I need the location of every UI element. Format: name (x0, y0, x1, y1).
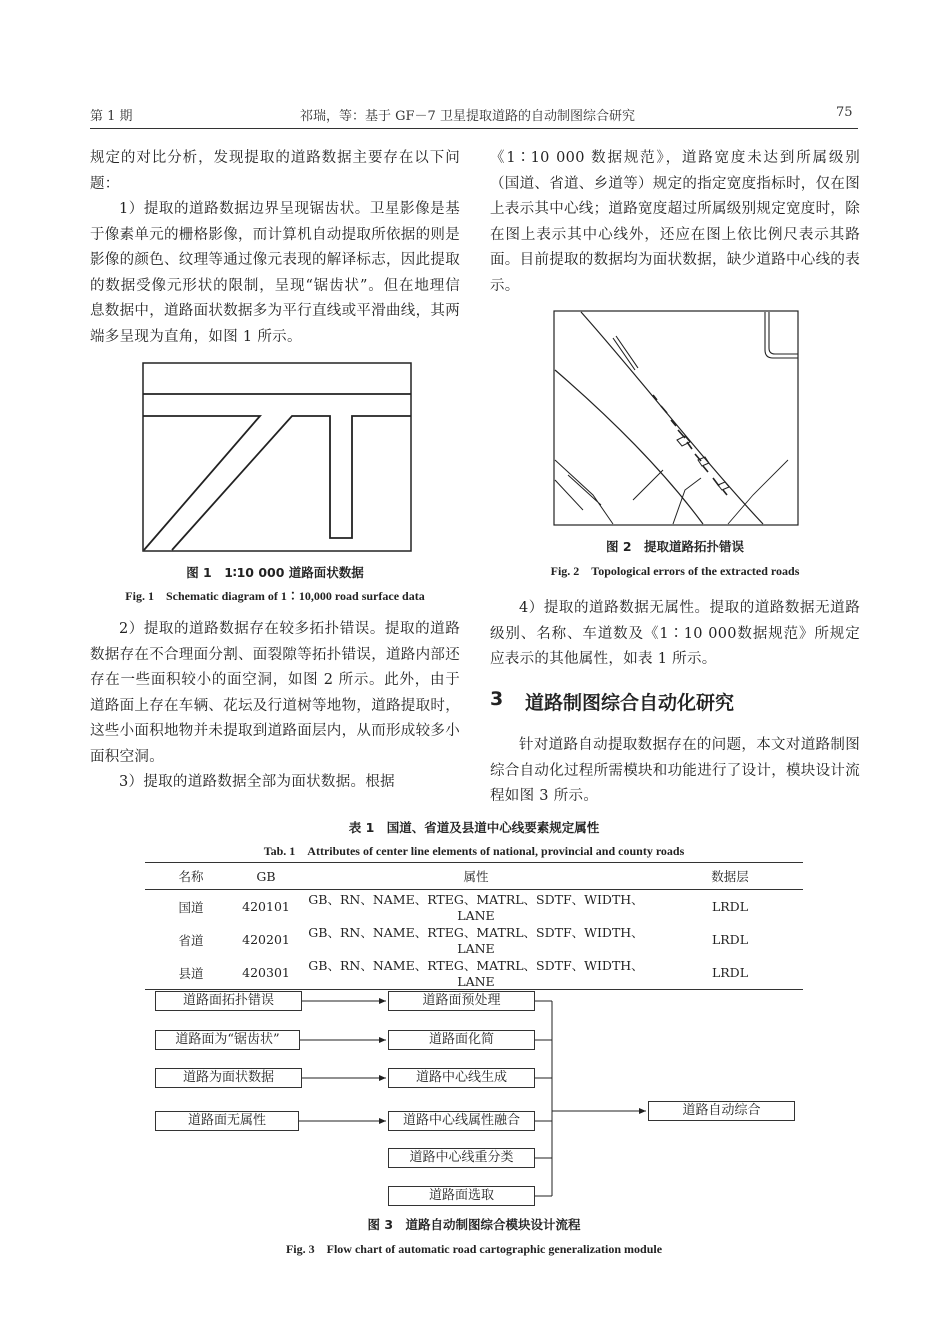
col-header-attributes: 属性 (463, 869, 489, 884)
right-paragraph-1: 《1∶10 000 数据规范》，道路宽度未达到所属级别（国道、省道、乡道等）规定的指定宽度指标时，仅在图上表示其中心线；道路宽度超过所属级别规定宽度时，除在图上表示其中心线外，还应在图上依比例尺表示其路面。目前提取的数据均为面状数据，缺少道路中心线的表示。 (490, 150, 860, 294)
flow-problem-no-attributes: 道路面无属性 (155, 1111, 299, 1131)
right-paragraph-2: 4）提取的道路数据无属性。提取的道路数据无道路级别、名称、车道数及《1∶10 000数据规范》所规定应表示的其他属性，如表 1 所示。 (490, 600, 860, 667)
cell-name: 县道 (178, 965, 204, 981)
left-paragraph-1: 规定的对比分析，发现提取的道路数据主要存在以下问题： (90, 150, 460, 192)
cell-layer: LRDL (711, 965, 749, 980)
flow-output-generalization: 道路自动综合 (648, 1101, 795, 1121)
fig1-caption-zh: 图 1 1∶10 000 道路面状数据 (186, 565, 364, 580)
cell-name: 国道 (178, 899, 204, 915)
col-header-gb: GB (256, 868, 276, 884)
flow-problem-polygon: 道路为面状数据 (155, 1068, 302, 1088)
cell-attributes: GB、RN、NAME、RTEG、MATRL、SDTF、WIDTH、LANE (308, 958, 644, 989)
section-number: 3 (490, 688, 504, 710)
cell-gb: 420201 (242, 932, 290, 947)
right-paragraph-3: 针对道路自动提取数据存在的问题，本文对道路制图综合自动化过程所需模块和功能进行了设计，模块设计流程如图 3 所示。 (490, 737, 860, 804)
cell-gb: 420101 (242, 899, 290, 914)
table1-caption-en: Tab. 1 Attributes of center line elements of national, provincial and county roads (263, 844, 685, 858)
flow-module-centerline: 道路中心线生成 (388, 1068, 535, 1088)
fig2-caption-zh: 图 2 提取道路拓扑错误 (605, 539, 745, 554)
cell-layer: LRDL (711, 932, 749, 947)
table1-caption-zh: 表 1 国道、省道及县道中心线要素规定属性 (348, 820, 600, 835)
left-paragraph-2: 1）提取的道路数据边界呈现锯齿状。卫星影像是基于像素单元的栅格影像，而计算机自动提取所依据的则是影像的颜色、纹理等通过像元表现的解译标志，因此提取的数据受像元形状的限制，呈现“锯齿状”。但在地理信息数据中，道路面状数据多为平行直线或平滑曲线，其两端多呈现为直角，如图 1 所示。 (90, 201, 460, 345)
flow-module-reclassify: 道路中心线重分类 (388, 1148, 535, 1168)
flow-module-attribute-fusion: 道路中心线属性融合 (388, 1111, 535, 1131)
flow-problem-topology: 道路面拓扑错误 (155, 991, 302, 1011)
section-title: 道路制图综合自动化研究 (525, 692, 735, 714)
cell-layer: LRDL (711, 899, 749, 914)
fig1-caption-en: Fig. 1 Schematic diagram of 1∶10,000 road surface data (125, 589, 425, 603)
flow-problem-jagged: 道路面为“锯齿状” (155, 1030, 300, 1050)
header-title: 祁瑞，等：基于 GF－7 卫星提取道路的自动制图综合研究 (300, 109, 635, 124)
cell-name: 省道 (178, 932, 204, 948)
left-paragraph-3: 2）提取的道路数据存在较多拓扑错误。提取的道路数据存在不合理面分割、面裂隙等拓扑错误，道路内部还存在一些面积较小的面空洞，如图 2 所示。此外，由于道路面上存在车辆、花坛及行道树等地物，道路提取时，这些小面积地物并未提取到道路面层内，从而形成较多小面积空洞。 (90, 621, 460, 765)
cell-gb: 420301 (242, 965, 290, 980)
col-header-name: 名称 (178, 869, 204, 884)
header-issue: 第 1 期 (90, 109, 133, 124)
flow-module-selection: 道路面选取 (388, 1186, 535, 1206)
fig2-caption-en: Fig. 2 Topological errors of the extracted roads (550, 564, 800, 578)
header-page-number: 75 (836, 105, 853, 120)
cell-attributes: GB、RN、NAME、RTEG、MATRL、SDTF、WIDTH、LANE (308, 892, 644, 923)
left-paragraph-4: 3）提取的道路数据全部为面状数据。根据 (119, 774, 395, 790)
flow-module-preprocess: 道路面预处理 (388, 991, 535, 1011)
fig3-caption-zh: 图 3 道路自动制图综合模块设计流程 (367, 1217, 581, 1232)
cell-attributes: GB、RN、NAME、RTEG、MATRL、SDTF、WIDTH、LANE (308, 925, 644, 956)
col-header-layer: 数据层 (711, 869, 749, 884)
flow-module-simplify: 道路面化简 (388, 1030, 535, 1050)
fig3-caption-en: Fig. 3 Flow chart of automatic road cartographic generalization module (285, 1242, 663, 1256)
